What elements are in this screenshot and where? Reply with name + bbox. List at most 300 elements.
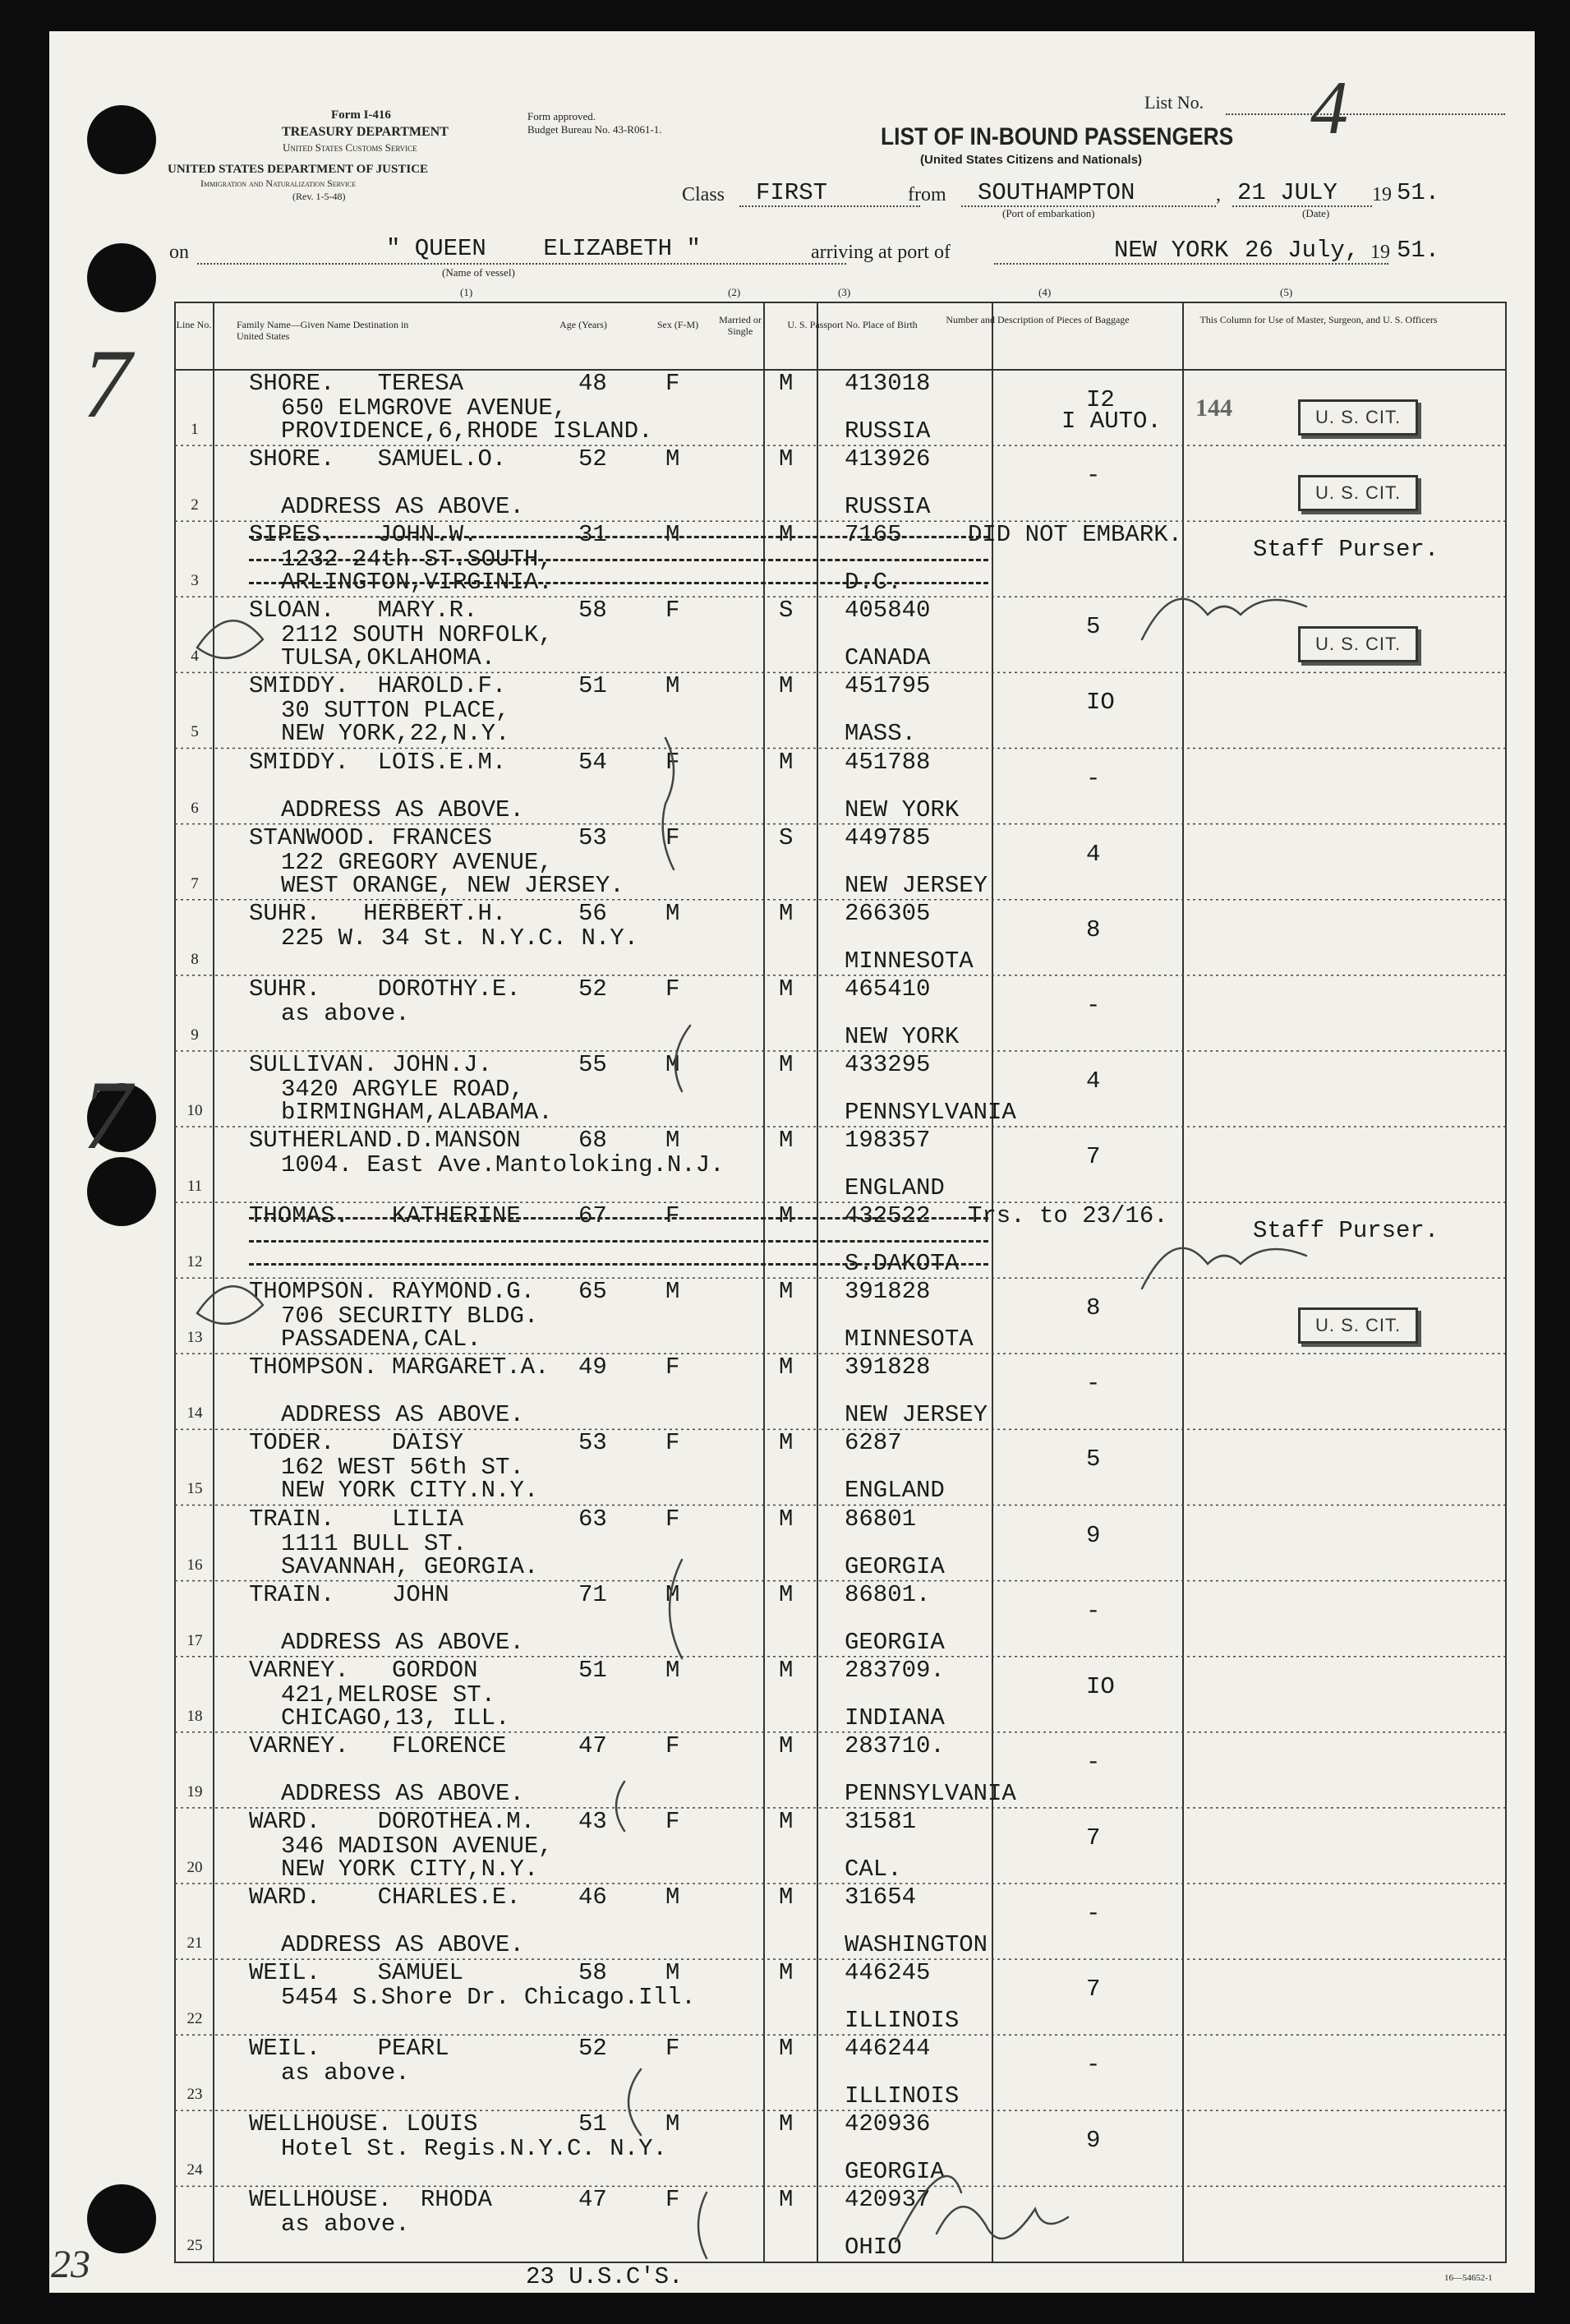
marital-status: M: [779, 672, 794, 700]
marital-status: M: [779, 2035, 794, 2063]
place-of-birth: PENNSYLVANIA: [845, 1098, 1016, 1126]
passport-number: 391828: [845, 1278, 931, 1306]
vessel-caption: (Name of vessel): [442, 266, 515, 279]
place-of-birth: ILLINOIS: [845, 2007, 960, 2035]
embarkation-year: 51.: [1397, 179, 1440, 206]
passenger-name: SUTHERLAND.D.MANSON: [249, 1127, 521, 1154]
place-of-birth: RUSSIA: [845, 493, 931, 521]
age: 53: [578, 823, 607, 851]
bracket-mark: [663, 738, 674, 869]
passenger-name: WELLHOUSE. RHODA: [249, 2186, 492, 2214]
marital-status: M: [779, 899, 794, 927]
year-prefix: 19: [1372, 184, 1392, 205]
line-number: 15: [186, 1480, 203, 1498]
address-line-1: 5454 S.Shore Dr. Chicago.Ill.: [281, 1984, 696, 2012]
list-no-value: 4: [1310, 66, 1348, 150]
revision: (Rev. 1-5-48): [292, 191, 346, 202]
col-num-4: (4): [1038, 286, 1052, 298]
header-name: Family Name—Given Name Destination in United States: [237, 319, 409, 342]
col-num-3: (3): [838, 286, 851, 298]
margin-count: 23: [51, 2243, 90, 2286]
sex: F: [665, 597, 680, 625]
address-line-1: 122 GREGORY AVENUE,: [281, 848, 553, 876]
address-line-2: ADDRESS AS ABOVE.: [281, 1779, 524, 1807]
passenger-name: SMIDDY. LOIS.E.M.: [249, 748, 507, 776]
marital-status: M: [779, 521, 794, 549]
line-number: 3: [191, 572, 199, 590]
marital-status: M: [779, 1353, 794, 1381]
baggage: -: [1086, 462, 1101, 490]
purser-note: Staff Purser.: [1253, 1217, 1439, 1245]
address-line-2: ADDRESS AS ABOVE.: [281, 1628, 524, 1656]
marital-status: M: [779, 2110, 794, 2138]
age: 47: [578, 1731, 607, 1759]
line-number: 10: [186, 1101, 203, 1119]
comma: ,: [1216, 184, 1221, 205]
sex: F: [665, 370, 680, 397]
sex: F: [665, 1807, 680, 1835]
vessel-name: " QUEEN ELIZABETH ": [386, 235, 701, 262]
justice-department: UNITED STATES DEPARTMENT OF JUSTICE: [168, 163, 429, 176]
address-line-2: SAVANNAH, GEORGIA.: [281, 1552, 539, 1580]
age: 55: [578, 1050, 607, 1078]
age: 52: [578, 2035, 607, 2063]
sex: M: [665, 1884, 680, 1911]
sex: F: [665, 1353, 680, 1381]
passenger-name: WARD. DOROTHEA.M.: [249, 1807, 536, 1835]
line-number: 25: [186, 2237, 203, 2255]
marital-status: M: [779, 2186, 794, 2214]
place-of-birth: WASHINGTON: [845, 1931, 988, 1958]
arrival-year-prefix: 19: [1370, 242, 1390, 263]
marital-status: M: [779, 1807, 794, 1835]
address-line-2: TULSA,OKLAHOMA.: [281, 644, 496, 672]
bracket-mark: [670, 1560, 682, 1658]
arriving-label: arriving at port of: [811, 242, 951, 263]
baggage: 7: [1086, 1976, 1101, 2004]
baggage: IO: [1086, 689, 1115, 717]
baggage: -: [1086, 991, 1101, 1019]
header-age: Age (Years): [559, 319, 607, 330]
marital-status: M: [779, 370, 794, 397]
passenger-name: SLOAN. MARY.R.: [249, 597, 478, 625]
passenger-name: TRAIN. JOHN: [249, 1580, 449, 1608]
place-of-birth: MASS.: [845, 720, 917, 748]
passenger-name: SULLIVAN. JOHN.J.: [249, 1050, 492, 1078]
passenger-name: SUHR. HERBERT.H.: [249, 899, 507, 927]
marital-status: M: [779, 975, 794, 1003]
baggage: -: [1086, 1597, 1101, 1625]
passenger-name: THOMAS. KATHERINE: [249, 1202, 521, 1230]
page-title: LIST OF IN-BOUND PASSENGERS: [881, 123, 1234, 150]
passport-number: 446245: [845, 1959, 931, 1987]
baggage: 8: [1086, 1294, 1101, 1322]
passport-number: 451795: [845, 672, 931, 700]
baggage: 9: [1086, 2127, 1101, 2155]
sex: M: [665, 2110, 680, 2138]
arrival-date: 26 July,: [1245, 237, 1360, 264]
marital-status: M: [779, 1505, 794, 1533]
sex: M: [665, 1580, 680, 1608]
purser-signature: [1142, 1248, 1306, 1289]
passport-number: 413926: [845, 445, 931, 473]
sex: F: [665, 823, 680, 851]
form-approved: Form approved.: [527, 110, 596, 122]
line-number: 24: [186, 2161, 203, 2179]
line-number: 16: [186, 1556, 203, 1574]
sex: F: [665, 748, 680, 776]
total-citizens: 23 U.S.C'S.: [526, 2263, 684, 2290]
age: 31: [578, 521, 607, 549]
marital-status: M: [779, 1580, 794, 1608]
marital-status: M: [779, 1959, 794, 1987]
embarkation-port: SOUTHAMPTON: [978, 179, 1135, 206]
passport-number: 449785: [845, 823, 931, 851]
place-of-birth: ENGLAND: [845, 1174, 945, 1201]
officer-mark: 144: [1195, 394, 1232, 422]
baggage: Trs. to 23/16.: [968, 1202, 1168, 1230]
baggage: I2: [1086, 386, 1115, 413]
line-number: 8: [191, 950, 199, 968]
age: 65: [578, 1278, 607, 1306]
passport-number: 432522: [845, 1202, 931, 1230]
baggage: 8: [1086, 915, 1101, 943]
age: 54: [578, 748, 607, 776]
budget-bureau: Budget Bureau No. 43-R061-1.: [527, 123, 662, 136]
passport-number: 266305: [845, 899, 931, 927]
header-officers: This Column for Use of Master, Surgeon, and U. S. Officers: [1199, 314, 1438, 325]
place-of-birth: MINNESOTA: [845, 1326, 974, 1353]
check-mark: [197, 620, 263, 658]
line-number: 6: [191, 799, 199, 817]
baggage: 5: [1086, 613, 1101, 641]
margin-seven: 7: [82, 329, 131, 438]
address-line-1: 1004. East Ave.Mantoloking.N.J.: [281, 1151, 725, 1178]
passport-number: 405840: [845, 597, 931, 625]
baggage: 7: [1086, 1824, 1101, 1851]
bracket-mark: [616, 1782, 624, 1831]
bracket-mark: [698, 2193, 707, 2258]
age: 63: [578, 1505, 607, 1533]
customs-service: United States Customs Service: [283, 141, 417, 154]
arrival-port: NEW YORK: [1114, 237, 1229, 264]
passenger-name: THOMPSON. RAYMOND.G.: [249, 1278, 536, 1306]
passport-number: 446244: [845, 2035, 931, 2063]
marital-status: M: [779, 1202, 794, 1230]
place-of-birth: D.C.: [845, 569, 902, 597]
age: 48: [578, 370, 607, 397]
address-line-1: 1111 BULL ST.: [281, 1529, 467, 1557]
passport-number: 7165: [845, 521, 902, 549]
sex: F: [665, 1429, 680, 1457]
baggage: -: [1086, 1370, 1101, 1398]
baggage: DID NOT EMBARK.: [968, 521, 1183, 549]
passenger-name: TRAIN. LILIA: [249, 1505, 464, 1533]
line-number: 1: [191, 421, 199, 438]
citizen-stamp: U. S. CIT.: [1298, 626, 1418, 662]
address-line-1: 1232 24th ST.SOUTH,: [281, 546, 553, 574]
passport-number: 86801.: [845, 1580, 931, 1608]
line-number: 9: [191, 1026, 199, 1044]
line-number: 22: [186, 2010, 203, 2028]
passenger-name: SUHR. DOROTHY.E.: [249, 975, 521, 1003]
age: 53: [578, 1429, 607, 1457]
passenger-name: WEIL. PEARL: [249, 2035, 449, 2063]
handwritten-marks: [49, 31, 1535, 2293]
place-of-birth: NEW YORK: [845, 1022, 960, 1050]
sex: M: [665, 899, 680, 927]
sex: M: [665, 1278, 680, 1306]
passenger-name: WEIL. SAMUEL: [249, 1959, 464, 1987]
from-label: from: [908, 184, 946, 205]
check-mark: [197, 1286, 263, 1324]
baggage: -: [1086, 1900, 1101, 1927]
age: 58: [578, 597, 607, 625]
line-number: 13: [186, 1329, 203, 1347]
age: 56: [578, 899, 607, 927]
col-num-5: (5): [1280, 286, 1293, 298]
arrival-year: 51.: [1397, 237, 1440, 264]
place-of-birth: NEW JERSEY: [845, 871, 988, 899]
passenger-name: TODER. DAISY: [249, 1429, 464, 1457]
age: 51: [578, 1656, 607, 1684]
passport-number: 86801: [845, 1505, 917, 1533]
passenger-name: SIPES. JOHN.W.: [249, 521, 478, 549]
address-line-1: 650 ELMGROVE AVENUE,: [281, 394, 568, 422]
address-line-1: 421,MELROSE ST.: [281, 1681, 496, 1708]
age: 51: [578, 672, 607, 700]
passport-number: 283710.: [845, 1731, 945, 1759]
col-num-1: (1): [460, 286, 473, 298]
marital-status: S: [779, 823, 794, 851]
sex: M: [665, 1656, 680, 1684]
address-line-1: Hotel St. Regis.N.Y.C. N.Y.: [281, 2135, 667, 2163]
address-line-2: NEW YORK CITY,N.Y.: [281, 1855, 539, 1883]
address-line-1: 346 MADISON AVENUE,: [281, 1832, 553, 1860]
margin-seven: 7: [82, 1060, 131, 1169]
marital-status: M: [779, 1884, 794, 1911]
list-no-label: List No.: [1144, 92, 1204, 113]
passport-number: 391828: [845, 1353, 931, 1381]
address-line-1: 30 SUTTON PLACE,: [281, 697, 510, 725]
line-number: 23: [186, 2086, 203, 2104]
line-number: 21: [186, 1934, 203, 1952]
passport-number: 6287: [845, 1429, 902, 1457]
citizen-stamp: U. S. CIT.: [1298, 475, 1418, 511]
age: 46: [578, 1884, 607, 1911]
place-of-birth: CAL.: [845, 1855, 902, 1883]
on-label: on: [169, 242, 189, 263]
address-line-2: CHICAGO,13, ILL.: [281, 1704, 510, 1731]
sex: M: [665, 672, 680, 700]
bracket-mark: [675, 1026, 690, 1091]
passport-number: 420936: [845, 2110, 931, 2138]
place-of-birth: INDIANA: [845, 1704, 945, 1731]
place-of-birth: RUSSIA: [845, 417, 931, 445]
age: 52: [578, 975, 607, 1003]
line-number: 19: [186, 1782, 203, 1801]
marital-status: M: [779, 748, 794, 776]
passport-number: 283709.: [845, 1656, 945, 1684]
passport-number: 433295: [845, 1050, 931, 1078]
passenger-name: WARD. CHARLES.E.: [249, 1884, 521, 1911]
marital-status: M: [779, 1656, 794, 1684]
treasury-department: TREASURY DEPARTMENT: [282, 125, 449, 139]
passport-number: 420937: [845, 2186, 931, 2214]
line-number: 18: [186, 1707, 203, 1725]
marital-status: M: [779, 1127, 794, 1154]
passport-number: 198357: [845, 1127, 931, 1154]
passenger-name: STANWOOD. FRANCES: [249, 823, 492, 851]
baggage: -: [1086, 1748, 1101, 1776]
age: 51: [578, 2110, 607, 2138]
sex: F: [665, 1731, 680, 1759]
marital-status: M: [779, 1731, 794, 1759]
ins-service: Immigration and Naturalization Service: [200, 178, 357, 189]
place-of-birth: OHIO: [845, 2234, 902, 2262]
baggage: IO: [1086, 1672, 1115, 1700]
place-of-birth: GEORGIA: [845, 1628, 945, 1656]
address-line-2: bIRMINGHAM,ALABAMA.: [281, 1098, 553, 1126]
sex: M: [665, 1959, 680, 1987]
age: 68: [578, 1127, 607, 1154]
place-of-birth: GEORGIA: [845, 1552, 945, 1580]
sex: F: [665, 1505, 680, 1533]
marital-status: M: [779, 1050, 794, 1078]
address-line-1: as above.: [281, 2211, 410, 2239]
passenger-name: THOMPSON. MARGARET.A.: [249, 1353, 550, 1381]
line-number: 11: [186, 1178, 203, 1195]
age: 49: [578, 1353, 607, 1381]
form-code: 16—54652-1: [1444, 2273, 1493, 2283]
baggage: 7: [1086, 1143, 1101, 1170]
passport-number: 413018: [845, 370, 931, 397]
passenger-name: VARNEY. GORDON: [249, 1656, 478, 1684]
line-number: 5: [191, 723, 199, 741]
passenger-name: SHORE. TERESA: [249, 370, 464, 397]
officer-signature: [937, 2206, 1068, 2239]
date-caption: (Date): [1302, 207, 1330, 219]
baggage: 4: [1086, 840, 1101, 868]
place-of-birth: CANADA: [845, 644, 931, 672]
passport-number: 31581: [845, 1807, 917, 1835]
citizen-stamp: U. S. CIT.: [1298, 1307, 1418, 1344]
header-married: Married or Single: [719, 314, 762, 337]
address-line-2: NEW YORK CITY.N.Y.: [281, 1477, 539, 1505]
address-line-1: 162 WEST 56th ST.: [281, 1454, 524, 1482]
bracket-mark: [628, 2069, 641, 2135]
sex: M: [665, 1127, 680, 1154]
address-line-2: WEST ORANGE, NEW JERSEY.: [281, 871, 624, 899]
age: 58: [578, 1959, 607, 1987]
port-caption: (Port of embarkation): [1002, 207, 1095, 219]
address-line-2: ADDRESS AS ABOVE.: [281, 795, 524, 823]
citizen-stamp: U. S. CIT.: [1298, 399, 1418, 436]
col-num-2: (2): [728, 286, 741, 298]
address-line-2: ADDRESS AS ABOVE.: [281, 493, 524, 521]
marital-status: M: [779, 445, 794, 473]
officer-signature: [895, 2176, 961, 2242]
page-subtitle: (United States Citizens and Nationals): [920, 153, 1143, 167]
sex: M: [665, 1050, 680, 1078]
line-number: 2: [191, 496, 199, 514]
marital-status: S: [779, 597, 794, 625]
sex: F: [665, 1202, 680, 1230]
passenger-name: SMIDDY. HAROLD.F.: [249, 672, 507, 700]
age: 67: [578, 1202, 607, 1230]
header-sex: Sex (F-M): [656, 319, 699, 330]
header-line-no: Line No.: [176, 319, 212, 330]
marital-status: M: [779, 1278, 794, 1306]
purser-signature: [1142, 599, 1306, 639]
passenger-name: VARNEY. FLORENCE: [249, 1731, 507, 1759]
purser-note: Staff Purser.: [1253, 536, 1439, 564]
place-of-birth: S.DAKOTA: [845, 1250, 960, 1278]
baggage: 9: [1086, 1521, 1101, 1549]
passport-number: 31654: [845, 1884, 917, 1911]
manifest-page: [49, 31, 1535, 2293]
class-label: Class: [682, 184, 725, 205]
baggage-extra: I AUTO.: [1061, 408, 1162, 435]
address-line-2: ARLINGTON,VIRGINIA.: [281, 569, 553, 597]
place-of-birth: ILLINOIS: [845, 2082, 960, 2110]
passenger-name: SHORE. SAMUEL.O.: [249, 445, 507, 473]
marital-status: M: [779, 1429, 794, 1457]
place-of-birth: NEW YORK: [845, 795, 960, 823]
sex: M: [665, 521, 680, 549]
line-number: 17: [186, 1631, 203, 1649]
baggage: 5: [1086, 1446, 1101, 1473]
baggage: 4: [1086, 1067, 1101, 1095]
header-baggage: Number and Description of Pieces of Baggage: [946, 314, 1130, 325]
place-of-birth: NEW JERSEY: [845, 1401, 988, 1429]
address-line-1: 2112 SOUTH NORFOLK,: [281, 621, 553, 649]
sex: F: [665, 975, 680, 1003]
age: 43: [578, 1807, 607, 1835]
place-of-birth: GEORGIA: [845, 2158, 945, 2186]
address-line-1: as above.: [281, 2059, 410, 2087]
age: 52: [578, 445, 607, 473]
line-number: 14: [186, 1404, 203, 1423]
line-number: 7: [191, 874, 199, 892]
address-line-2: ADDRESS AS ABOVE.: [281, 1931, 524, 1958]
place-of-birth: PENNSYLVANIA: [845, 1779, 1016, 1807]
age: 47: [578, 2186, 607, 2214]
sex: F: [665, 2186, 680, 2214]
passenger-name: WELLHOUSE. LOUIS: [249, 2110, 478, 2138]
address-line-1: 3420 ARGYLE ROAD,: [281, 1075, 524, 1103]
sex: M: [665, 445, 680, 473]
place-of-birth: ENGLAND: [845, 1477, 945, 1505]
sex: F: [665, 2035, 680, 2063]
address-line-1: 225 W. 34 St. N.Y.C. N.Y.: [281, 924, 639, 952]
embarkation-date: 21 JULY: [1237, 179, 1337, 206]
address-line-2: ADDRESS AS ABOVE.: [281, 1401, 524, 1429]
age: 71: [578, 1580, 607, 1608]
baggage: -: [1086, 764, 1101, 792]
line-number: 12: [186, 1253, 203, 1271]
address-line-2: PASSADENA,CAL.: [281, 1326, 481, 1353]
line-number: 20: [186, 1858, 203, 1876]
address-line-1: 706 SECURITY BLDG.: [281, 1303, 539, 1330]
form-number: Form I-416: [331, 108, 391, 122]
baggage: -: [1086, 2051, 1101, 2079]
address-line-2: NEW YORK,22,N.Y.: [281, 720, 510, 748]
address-line-1: as above.: [281, 999, 410, 1027]
place-of-birth: MINNESOTA: [845, 947, 974, 975]
passport-number: 451788: [845, 748, 931, 776]
address-line-2: PROVIDENCE,6,RHODE ISLAND.: [281, 417, 653, 445]
